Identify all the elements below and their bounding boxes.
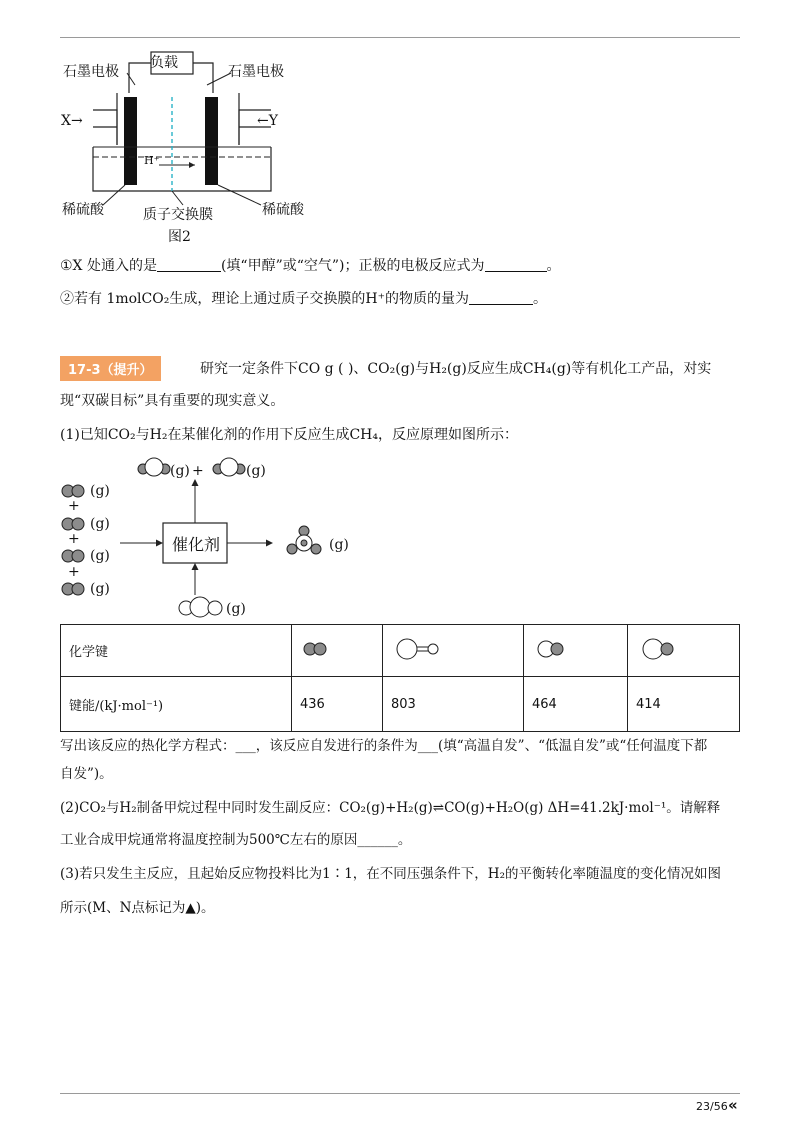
- table-row: [61, 625, 740, 677]
- part-1-prompt: (1)已知CO₂与H₂在某催化剂的作用下反应生成CH₄，反应原理如图所示：: [60, 427, 518, 443]
- scheme-plus: +: [68, 498, 80, 514]
- q2-text-a: ②若有 1mol: [60, 291, 142, 307]
- page-number: 23/56: [696, 1100, 728, 1113]
- scheme-plus: +: [192, 463, 204, 479]
- problem-badge: 17-3（提升）: [60, 356, 161, 381]
- hplus-label: H⁺: [144, 154, 160, 167]
- o-h-bond-icon: [532, 637, 572, 661]
- scheme-g-label: (g): [90, 516, 110, 532]
- bond-energy-table: [60, 624, 740, 732]
- q1-text-b: (填“甲醇”或“空气”)；正极的电极反应式为: [220, 258, 485, 274]
- answer-blank[interactable]: [469, 290, 533, 305]
- q2-text-b: 生成，理论上通过质子交换膜的: [169, 291, 366, 307]
- question-2: [60, 289, 547, 309]
- left-electrode-label: 石墨电极: [63, 64, 119, 80]
- y-inlet-label: ←Y: [257, 113, 278, 129]
- part-2-line-2: 工业合成甲烷通常将温度控制为500℃左右的原因______。: [60, 832, 412, 848]
- figure-caption: 图2: [168, 229, 191, 245]
- answer-blank[interactable]: [485, 257, 547, 272]
- bond-energy-value: 414: [628, 677, 740, 732]
- intro-line-1: 研究一定条件下CO g ( )、CO₂(g)与H₂(g)反应生成CH₄(g)等有机化工产品，对实: [200, 361, 712, 377]
- right-electrode-label: 石墨电极: [228, 64, 284, 80]
- bond-cell-c-o: [383, 625, 524, 677]
- part-2-line-1: (2)CO₂与H₂制备甲烷过程中同时发生副反应：CO₂(g)+H₂(g)⇌CO(g)+H₂O(g) ΔH=41.2kJ·mol⁻¹。请解释: [60, 800, 721, 816]
- scheme-g-label: (g): [90, 581, 110, 597]
- c-h-bond-icon: [636, 635, 680, 663]
- part-1-question-line-1: 写出该反应的热化学方程式：___，该反应自发进行的条件为___(填“高温自发”、“低温自发”或“任何温度下都: [60, 738, 708, 754]
- answer-blank[interactable]: [157, 257, 221, 272]
- scheme-g-label: (g): [246, 463, 266, 479]
- bond-energy-value: 436: [292, 677, 383, 732]
- scheme-g-label: (g): [90, 483, 110, 499]
- question-1: [60, 256, 561, 276]
- scheme-plus: +: [68, 531, 80, 547]
- catalyst-label: 催化剂: [172, 535, 221, 554]
- scheme-g-label: (g): [90, 548, 110, 564]
- intro-line-2: 现“双碳目标”具有重要的现实意义。: [60, 393, 285, 409]
- q1-text-c: 。: [546, 258, 561, 274]
- table-row: [61, 677, 740, 732]
- energy-header-cell: 键能/(kJ·mol⁻¹): [61, 677, 292, 732]
- scheme-g-label: (g): [329, 537, 349, 553]
- scheme-g-label: (g): [226, 601, 246, 617]
- h-h-bond-icon: [300, 640, 334, 658]
- footer-rule: [60, 1093, 740, 1094]
- c-o-double-bond-icon: [391, 635, 451, 663]
- bond-cell-o-h: [524, 625, 628, 677]
- part-3-line-1: (3)若只发生主反应，且起始反应物投料比为1∶1，在不同压强条件下，H₂的平衡转化率随温度的变化情况如图: [60, 866, 721, 882]
- bond-energy-value: 803: [383, 677, 524, 732]
- bond-energy-value: 464: [524, 677, 628, 732]
- load-label: 负载: [150, 55, 178, 71]
- q1-text-a: ①X 处通入的是: [60, 258, 157, 274]
- right-acid-label: 稀硫酸: [262, 202, 304, 218]
- header-rule: [60, 37, 740, 38]
- q2-text-d: 。: [532, 291, 547, 307]
- scheme-g-label: (g): [170, 463, 190, 479]
- q2-co2: CO₂: [141, 291, 170, 307]
- scheme-plus: +: [68, 564, 80, 580]
- bond-header-cell: 化学键: [61, 625, 292, 677]
- q2-hplus: H⁺: [365, 291, 385, 307]
- left-acid-label: 稀硫酸: [62, 202, 104, 218]
- membrane-label: 质子交换膜: [143, 207, 213, 223]
- right-electrode: [205, 97, 218, 185]
- bond-cell-h-h: [292, 625, 383, 677]
- x-inlet-label: X→: [61, 113, 83, 129]
- part-1-question-line-2: 自发”)。: [60, 766, 113, 782]
- part-3-line-2: 所示(M、N点标记为▲)。: [60, 900, 215, 916]
- double-chevron-icon: «: [728, 1096, 738, 1114]
- left-electrode: [124, 97, 137, 185]
- bond-cell-c-h: [628, 625, 740, 677]
- q2-text-c: 的物质的量为: [384, 291, 469, 307]
